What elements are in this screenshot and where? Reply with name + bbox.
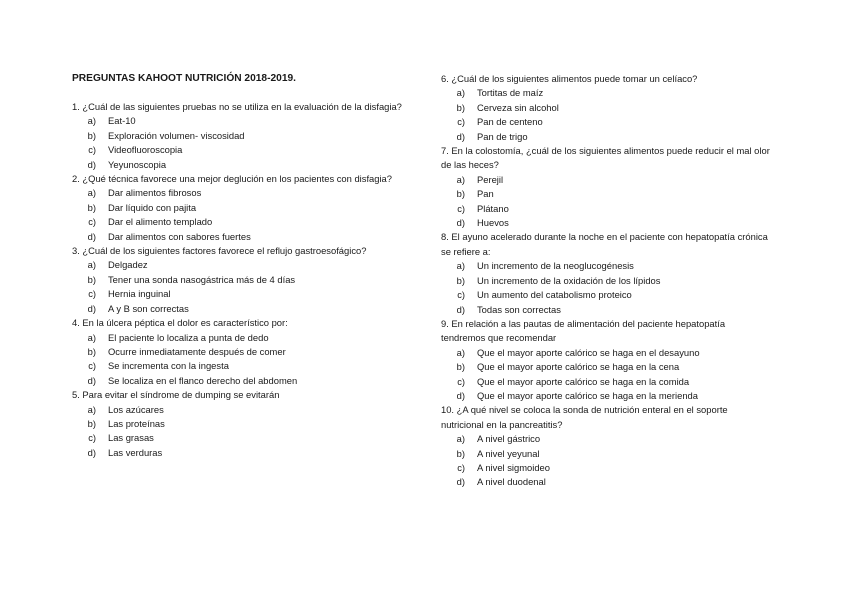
answer-options xyxy=(72,331,402,389)
option-letter: d) xyxy=(456,389,465,401)
option-text: Cerveza sin alcohol xyxy=(477,101,559,113)
answer-option xyxy=(441,86,771,100)
answer-option xyxy=(72,215,402,229)
option-letter: c) xyxy=(88,144,96,156)
answer-option xyxy=(72,374,402,388)
answer-option xyxy=(441,130,771,144)
answer-option xyxy=(441,288,771,302)
answer-option xyxy=(441,360,771,374)
option-text: Delgadez xyxy=(108,259,148,271)
option-letter: a) xyxy=(87,115,96,127)
answer-option xyxy=(441,202,771,216)
answer-option xyxy=(441,303,771,317)
answer-option xyxy=(72,331,402,345)
option-letter: c) xyxy=(457,375,465,387)
option-letter: b) xyxy=(87,201,96,213)
option-text: Hernia inguinal xyxy=(108,288,171,300)
question xyxy=(441,230,771,316)
option-letter: d) xyxy=(87,230,96,242)
question-text: 1. ¿Cuál de las siguientes pruebas no se utiliza en la evaluación de la disfagia? xyxy=(72,101,402,112)
option-letter: a) xyxy=(87,259,96,271)
question xyxy=(72,100,402,172)
answer-option xyxy=(441,375,771,389)
answer-options xyxy=(72,258,402,316)
option-text: Tener una sonda nasogástrica más de 4 días xyxy=(108,273,296,285)
option-text: Ocurre inmediatamente después de comer xyxy=(108,345,286,357)
option-letter: c) xyxy=(88,288,96,300)
option-letter: a) xyxy=(87,331,96,343)
option-letter: d) xyxy=(456,303,465,315)
document-title: PREGUNTAS KAHOOT NUTRICIÓN 2018-2019. xyxy=(72,73,296,84)
option-letter: d) xyxy=(456,130,465,142)
question xyxy=(441,403,771,489)
option-text: Un aumento del catabolismo proteico xyxy=(477,289,632,301)
option-letter: d) xyxy=(87,302,96,314)
option-letter: b) xyxy=(87,345,96,357)
option-letter: d) xyxy=(456,476,465,488)
answer-options xyxy=(441,86,771,144)
answer-options xyxy=(441,432,771,490)
answer-option xyxy=(441,115,771,129)
option-text: A nivel gástrico xyxy=(477,433,541,445)
option-letter: c) xyxy=(457,116,465,128)
left-question-list xyxy=(72,100,402,460)
answer-option xyxy=(72,158,402,172)
option-text: A y B son correctas xyxy=(108,302,189,314)
answer-option xyxy=(72,273,402,287)
option-text: Pan xyxy=(477,188,494,200)
option-text: Dar alimentos con sabores fuertes xyxy=(108,230,251,242)
option-letter: a) xyxy=(456,346,465,358)
question-text: 3. ¿Cuál de los siguientes factores favorece el reflujo gastroesofágico? xyxy=(72,245,367,257)
answer-option xyxy=(441,346,771,360)
option-text: Dar el alimento templado xyxy=(108,216,213,228)
answer-option xyxy=(441,475,771,489)
option-text: Pan de centeno xyxy=(477,116,543,128)
question xyxy=(441,317,771,403)
question xyxy=(441,72,771,144)
option-letter: d) xyxy=(87,158,96,170)
option-text: Tortitas de maíz xyxy=(477,87,544,99)
question xyxy=(441,144,771,230)
answer-option xyxy=(72,431,402,445)
option-letter: b) xyxy=(87,129,96,141)
answer-option xyxy=(72,359,402,373)
answer-option xyxy=(72,287,402,301)
option-letter: d) xyxy=(87,446,96,458)
answer-option xyxy=(441,101,771,115)
answer-option xyxy=(72,201,402,215)
answer-option xyxy=(72,129,402,143)
option-letter: b) xyxy=(456,447,465,459)
option-letter: a) xyxy=(87,403,96,415)
option-text: Exploración volumen- viscosidad xyxy=(108,129,245,141)
option-text: Se incrementa con la ingesta xyxy=(108,360,229,372)
option-text: Plátano xyxy=(477,202,509,214)
option-letter: c) xyxy=(88,432,96,444)
question-text: 2. ¿Qué técnica favorece una mejor deglución en los pacientes con disfagia? xyxy=(72,173,392,185)
option-letter: d) xyxy=(87,374,96,386)
question xyxy=(72,316,402,388)
answer-option xyxy=(441,432,771,446)
option-letter: a) xyxy=(456,260,465,272)
option-letter: b) xyxy=(87,273,96,285)
option-text: A nivel duodenal xyxy=(477,476,546,488)
answer-option xyxy=(441,274,771,288)
option-text: Las proteínas xyxy=(108,417,165,429)
option-text: Un incremento de la oxidación de los lípidos xyxy=(477,274,661,286)
question-text: 9. En relación a las pautas de alimentación del paciente hepatopatía tendremos que recomendar xyxy=(441,317,726,344)
answer-option xyxy=(441,259,771,273)
answer-option xyxy=(441,173,771,187)
option-text: Dar líquido con pajita xyxy=(108,201,197,213)
question-text: 4. En la úlcera péptica el dolor es característico por: xyxy=(72,317,288,329)
option-text: El paciente lo localiza a punta de dedo xyxy=(108,331,269,343)
question-text: 8. El ayuno acelerado durante la noche en el paciente con hepatopatía crónica se refiere a: xyxy=(441,231,768,257)
option-text: Las grasas xyxy=(108,432,154,444)
option-text: Que el mayor aporte calórico se haga en la cena xyxy=(477,361,680,373)
answer-options xyxy=(441,259,771,317)
option-letter: a) xyxy=(87,187,96,199)
answer-option xyxy=(441,461,771,475)
answer-options xyxy=(72,114,402,172)
option-letter: b) xyxy=(87,417,96,429)
option-letter: a) xyxy=(456,173,465,185)
answer-option xyxy=(72,446,402,460)
answer-options xyxy=(441,346,771,404)
option-text: Perejil xyxy=(477,173,504,185)
option-letter: b) xyxy=(456,274,465,286)
answer-options xyxy=(441,173,771,231)
answer-option xyxy=(72,403,402,417)
right-question-list xyxy=(441,72,771,490)
answer-option xyxy=(72,186,402,200)
option-text: Eat-10 xyxy=(108,115,136,127)
option-letter: b) xyxy=(456,188,465,200)
option-letter: a) xyxy=(456,87,465,99)
right-column xyxy=(441,72,771,490)
option-letter: c) xyxy=(88,216,96,228)
option-letter: c) xyxy=(457,289,465,301)
answer-option xyxy=(72,345,402,359)
option-text: Yeyunoscopia xyxy=(108,158,167,170)
option-letter: c) xyxy=(457,202,465,214)
answer-option xyxy=(441,216,771,230)
option-letter: d) xyxy=(456,217,465,229)
answer-option xyxy=(441,447,771,461)
question xyxy=(72,244,402,316)
option-letter: b) xyxy=(456,101,465,113)
option-text: A nivel yeyunal xyxy=(477,447,540,459)
left-column xyxy=(72,72,402,460)
option-text: Se localiza en el flanco derecho del abdomen xyxy=(108,374,298,386)
question-text: 6. ¿Cuál de los siguientes alimentos puede tomar un celíaco? xyxy=(441,73,698,84)
answer-option xyxy=(72,417,402,431)
option-letter: c) xyxy=(88,360,96,372)
option-text: Huevos xyxy=(477,217,509,229)
question-text: 5. Para evitar el síndrome de dumping se evitarán xyxy=(72,389,280,401)
option-text: Dar alimentos fibrosos xyxy=(108,187,202,199)
answer-options xyxy=(72,186,402,244)
answer-option xyxy=(441,187,771,201)
answer-option xyxy=(72,302,402,316)
option-letter: a) xyxy=(456,433,465,445)
question xyxy=(72,388,402,460)
answer-option xyxy=(72,114,402,128)
question-text: 10. ¿A qué nivel se coloca la sonda de nutrición enteral en el soporte nutricional en la pancreatitis? xyxy=(441,404,728,430)
option-text: Que el mayor aporte calórico se haga en el desayuno xyxy=(477,346,700,358)
answer-options xyxy=(72,403,402,461)
option-letter: b) xyxy=(456,361,465,373)
question-text: 7. En la colostomía, ¿cuál de los siguientes alimentos puede reducir el mal olor de las heces? xyxy=(441,145,770,171)
question xyxy=(72,172,402,244)
answer-option xyxy=(72,230,402,244)
option-text: Todas son correctas xyxy=(477,303,561,315)
answer-option xyxy=(72,143,402,157)
option-text: Que el mayor aporte calórico se haga en la merienda xyxy=(477,389,698,401)
answer-option xyxy=(72,258,402,272)
option-text: A nivel sigmoideo xyxy=(477,461,550,473)
option-text: Los azúcares xyxy=(108,403,164,415)
option-text: Las verduras xyxy=(108,446,163,458)
option-text: Pan de trigo xyxy=(477,130,528,142)
option-text: Que el mayor aporte calórico se haga en la comida xyxy=(477,375,690,387)
answer-option xyxy=(441,389,771,403)
option-text: Un incremento de la neoglucogénesis xyxy=(477,260,634,272)
option-text: Videofluoroscopia xyxy=(108,144,183,156)
option-letter: c) xyxy=(457,461,465,473)
